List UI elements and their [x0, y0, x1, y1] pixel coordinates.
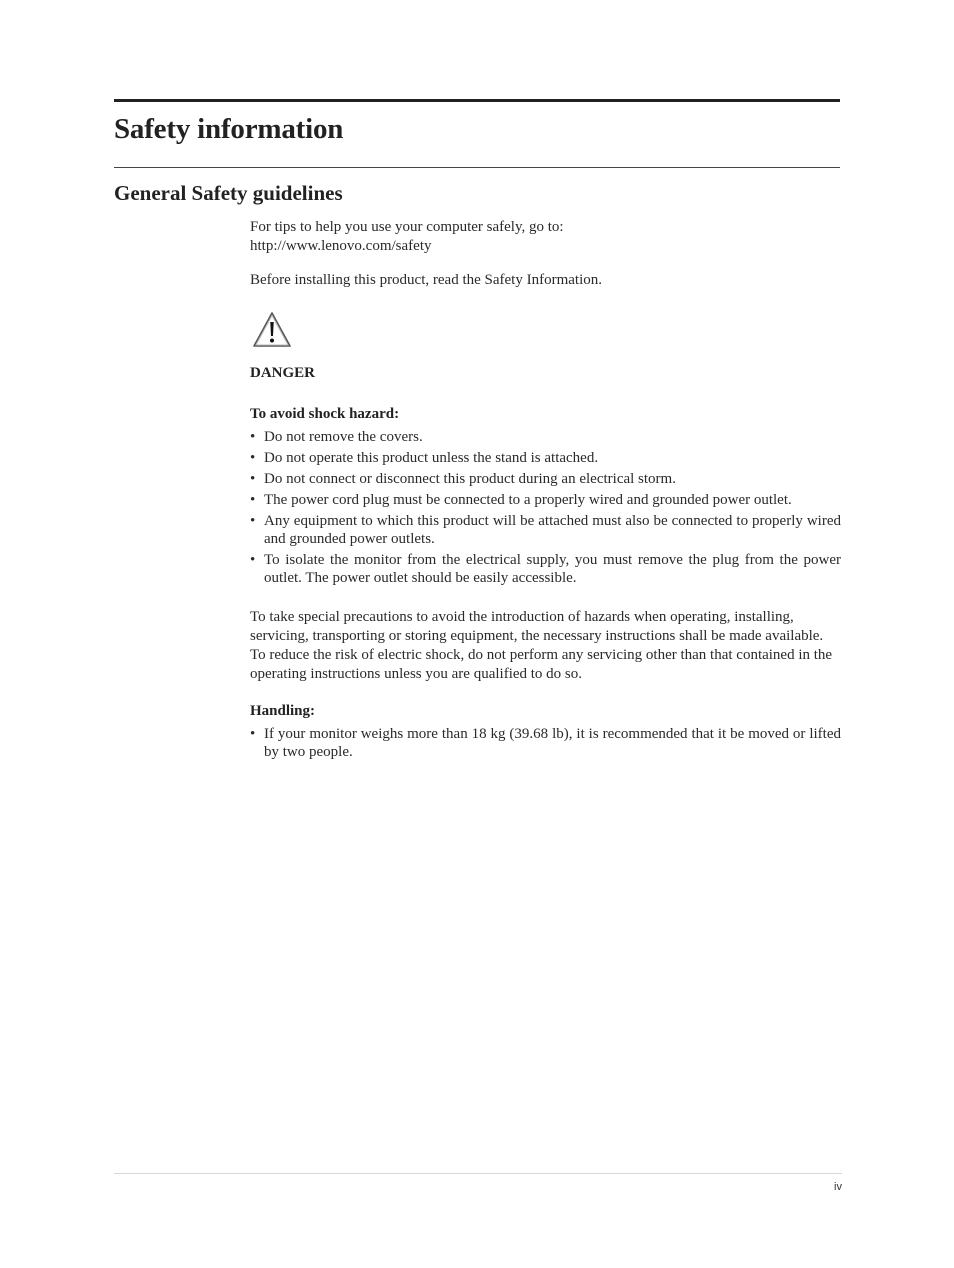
chapter-title: Safety information	[114, 113, 344, 145]
handling-list	[250, 725, 841, 761]
list-item: • Do not operate this product unless the stand is attached.	[250, 449, 841, 467]
list-item: • The power cord plug must be connected to a properly wired and grounded power outlet.	[250, 491, 841, 509]
warning-icon	[252, 311, 292, 349]
list-item: • Do not connect or disconnect this product during an electrical storm.	[250, 470, 841, 488]
list-item: • Any equipment to which this product will be attached must also be connected to properly wired and grounded power outlets.	[250, 512, 841, 548]
chapter-bottom-rule	[114, 167, 840, 168]
list-item: • To isolate the monitor from the electrical supply, you must remove the plug from the power outlet. The power outlet should be easily accessible.	[250, 551, 841, 587]
danger-label: DANGER	[250, 365, 316, 381]
shock-hazard-heading: To avoid shock hazard:	[250, 406, 400, 422]
chapter-top-rule	[114, 99, 840, 102]
precautions-paragraph: To take special precautions to avoid the introduction of hazards when operating, installing, servicing, transporting or storing equipment, the necessary instructions shall be made available.	[250, 609, 824, 644]
safety-url: http://www.lenovo.com/safety	[250, 238, 432, 254]
risk-paragraph: To reduce the risk of electric shock, do not perform any servicing other than that contained in the operating instructions unless you are qualified to do so.	[250, 647, 833, 682]
before-install-text: Before installing this product, read the Safety Information.	[250, 272, 602, 288]
shock-hazard-list	[250, 428, 841, 587]
footer-rule	[114, 1173, 842, 1174]
list-item: • If your monitor weighs more than 18 kg (39.68 lb), it is recommended that it be moved or lifted by two people.	[250, 725, 841, 761]
page-number: iv	[834, 1181, 842, 1193]
intro-text: For tips to help you use your computer safely, go to:	[250, 219, 564, 235]
list-item: • Do not remove the covers.	[250, 428, 841, 446]
section-body	[250, 218, 841, 764]
handling-heading: Handling:	[250, 703, 316, 719]
section-title: General Safety guidelines	[114, 181, 343, 205]
